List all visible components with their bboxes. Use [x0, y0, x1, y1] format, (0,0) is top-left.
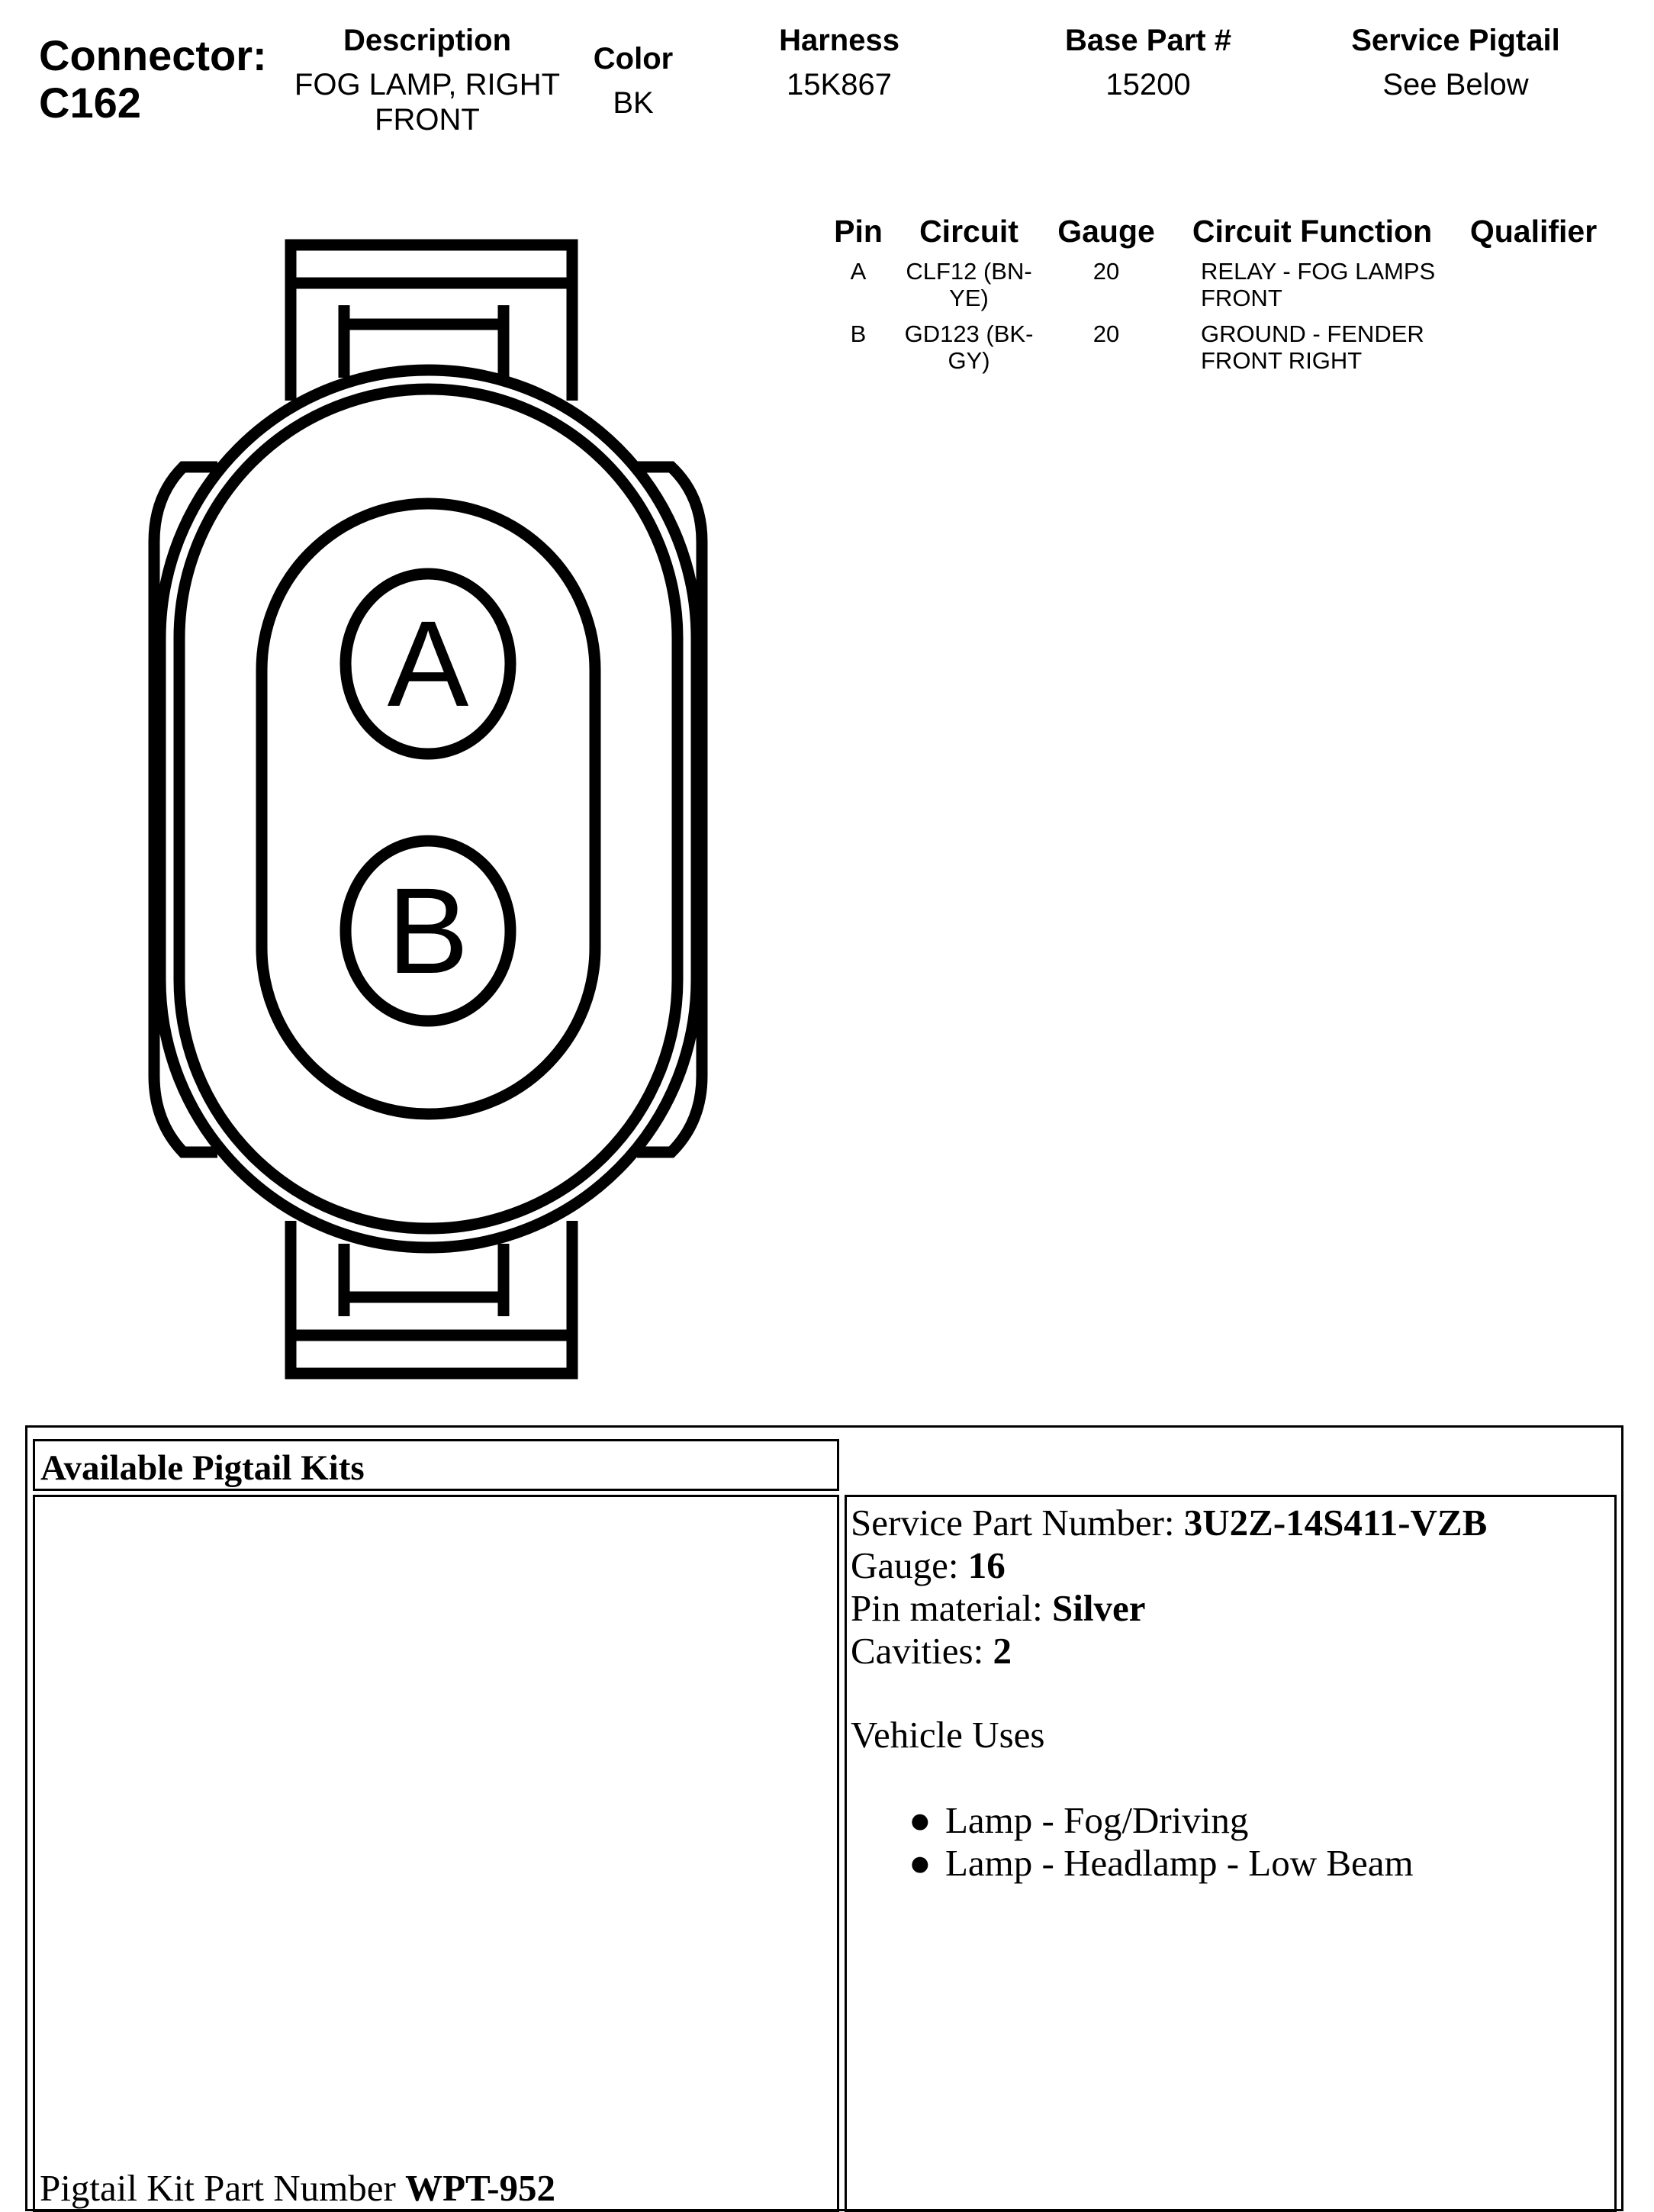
service-part-line [851, 1502, 1614, 1544]
description-value-line1: FOG LAMP, RIGHT [294, 68, 561, 101]
row-pin: A [850, 258, 867, 285]
row-function-line1: RELAY - FOG LAMPS [1201, 258, 1436, 285]
pin-table [824, 214, 1625, 382]
pigtail-service-cell [845, 1495, 1617, 2212]
pigtail-kit-number: WPT-952 [405, 2167, 556, 2209]
pigtail-title-cell [33, 1439, 839, 1491]
connector-label: Connector: [39, 31, 267, 79]
row-gauge: 20 [1092, 258, 1120, 285]
bullet-icon: ● [909, 1799, 932, 1841]
table-row [824, 258, 1625, 319]
pin-a-label: A [387, 595, 469, 732]
color-label: Color [593, 42, 674, 76]
color-column [557, 41, 710, 121]
bullet-icon: ● [909, 1842, 932, 1884]
row-function [1201, 258, 1453, 311]
cavities-line [851, 1630, 1614, 1673]
service-part-label: Service Part Number: [851, 1502, 1175, 1544]
harness-label: Harness [779, 24, 899, 57]
circuit-column-header: Circuit [919, 214, 1018, 249]
pigtail-kit-label: Pigtail Kit Part Number [40, 2167, 396, 2209]
service-pigtail-column [1303, 23, 1608, 102]
pin-material-label: Pin material: [851, 1587, 1043, 1629]
gauge-line [851, 1544, 1614, 1587]
row-function-line2: FRONT RIGHT [1201, 347, 1363, 374]
pigtail-kit-number-line [40, 2167, 555, 2210]
cavities-label: Cavities: [851, 1630, 984, 1672]
pin-material-line [851, 1587, 1614, 1630]
vehicle-use-label: Lamp - Fog/Driving [945, 1799, 1249, 1841]
list-item [851, 1799, 1614, 1842]
pin-b-label: B [387, 862, 469, 999]
inner-housing [179, 389, 677, 1228]
row-function-line2: FRONT [1201, 285, 1282, 311]
harness-column [725, 23, 954, 102]
gauge-label: Gauge: [851, 1544, 959, 1586]
cavities-value: 2 [993, 1630, 1012, 1672]
row-circuit-line1: CLF12 (BN- [906, 258, 1032, 285]
description-value-line2: FRONT [375, 103, 480, 137]
function-column-header: Circuit Function [1192, 214, 1433, 249]
harness-value: 15K867 [787, 68, 892, 101]
row-circuit [900, 320, 1038, 374]
pin-column-header: Pin [834, 214, 883, 249]
qualifier-column-header: Qualifier [1469, 214, 1598, 249]
bottom-latch-bar [291, 1335, 572, 1373]
connector-face-diagram [137, 229, 717, 1396]
base-part-value: 15200 [1105, 68, 1191, 101]
row-gauge: 20 [1092, 320, 1120, 347]
vehicle-uses-list [851, 1799, 1614, 1885]
row-circuit-line2: YE) [949, 285, 989, 311]
row-function [1201, 320, 1453, 374]
row-circuit-line2: GY) [948, 347, 990, 374]
row-function-line1: GROUND - FENDER [1201, 320, 1424, 347]
base-part-column [1034, 23, 1263, 102]
service-pigtail-value: See Below [1382, 68, 1529, 101]
row-circuit [900, 258, 1038, 311]
pigtail-kit-cell [33, 1495, 839, 2212]
gauge-column-header: Gauge [1057, 214, 1155, 249]
top-latch-bar [291, 245, 572, 283]
vehicle-uses-label: Vehicle Uses [851, 1714, 1045, 1756]
color-value: BK [613, 86, 654, 120]
description-label: Description [343, 24, 512, 57]
row-pin: B [850, 320, 867, 347]
list-item [851, 1842, 1614, 1885]
service-pigtail-label: Service Pigtail [1351, 24, 1560, 57]
description-column [275, 23, 580, 137]
table-row [824, 320, 1625, 382]
service-part-value: 3U2Z-14S411-VZB [1183, 1502, 1488, 1544]
base-part-label: Base Part # [1065, 24, 1231, 57]
connector-id: C162 [39, 79, 141, 127]
row-circuit-line1: GD123 (BK- [904, 320, 1034, 347]
gauge-value: 16 [967, 1544, 1006, 1586]
pigtail-title: Available Pigtail Kits [40, 1448, 365, 1488]
vehicle-use-label: Lamp - Headlamp - Low Beam [945, 1842, 1414, 1884]
pin-material-value: Silver [1052, 1587, 1146, 1629]
